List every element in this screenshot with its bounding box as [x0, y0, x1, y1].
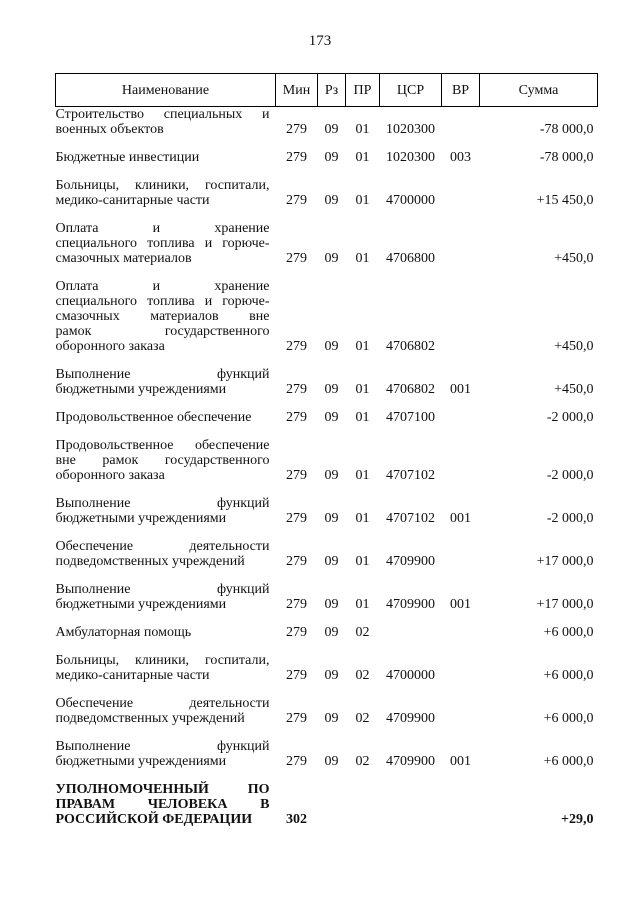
row-name [56, 438, 276, 483]
row-spacer [56, 354, 598, 367]
row-name-line: Выполнение функций [55, 582, 270, 597]
row-name [56, 696, 276, 726]
row-name [56, 496, 276, 526]
row-min: 279 [286, 193, 307, 208]
row-name-line: специального топлива и горюче- [55, 236, 270, 251]
row-name-line: Выполнение функций [55, 739, 270, 754]
row-name-line: подведомственных учреждений [55, 711, 245, 726]
row-name-line: бюджетными учреждениями [55, 382, 227, 397]
row-spacer [56, 483, 598, 496]
row-csr [380, 782, 442, 827]
budget-table-container [55, 73, 597, 827]
row-vr [442, 539, 480, 569]
row-spacer [56, 683, 598, 696]
row-vr: 001 [450, 597, 471, 612]
table-row [56, 653, 598, 683]
row-spacer-cell [56, 569, 598, 582]
row-name-line: Обеспечение деятельности [55, 539, 270, 554]
row-rz: 09 [324, 468, 339, 483]
row-name-line: специального топлива и горюче- [55, 294, 270, 309]
row-rz [318, 782, 346, 827]
row-spacer-cell [56, 640, 598, 653]
row-rz: 09 [324, 625, 339, 640]
table-row [56, 625, 598, 640]
row-vr: 001 [450, 754, 471, 769]
row-pr: 01 [355, 511, 370, 526]
row-rz: 09 [324, 754, 339, 769]
table-row [56, 496, 598, 526]
row-name-line: медико-санитарные части [55, 668, 210, 683]
row-name-line: Продовольственное обеспечение [55, 438, 270, 453]
header-name: Наименование [56, 74, 276, 107]
row-spacer-cell [56, 483, 598, 496]
row-name-line: рамок государственного [55, 324, 270, 339]
row-min: 279 [286, 511, 307, 526]
row-name [56, 782, 276, 827]
row-name-line: смазочных материалов вне [55, 309, 270, 324]
row-csr: 4709900 [386, 754, 435, 769]
row-vr [442, 221, 480, 266]
table-body [56, 107, 598, 828]
row-csr: 4706802 [386, 339, 435, 354]
row-sum: +450,0 [554, 382, 594, 397]
row-spacer-cell [56, 425, 598, 438]
row-csr: 4707102 [386, 511, 435, 526]
row-rz: 09 [324, 382, 339, 397]
row-spacer-cell [56, 208, 598, 221]
row-sum: -78 000,0 [539, 122, 594, 137]
row-spacer [56, 137, 598, 150]
row-name-line: оборонного заказа [55, 339, 165, 354]
row-name-line: РОССИЙСКОЙ ФЕДЕРАЦИИ [55, 812, 253, 827]
row-csr: 4700000 [386, 193, 435, 208]
row-name-line: вне рамок государственного [55, 453, 270, 468]
row-spacer-cell [56, 526, 598, 539]
row-rz: 09 [324, 668, 339, 683]
row-sum: +6 000,0 [543, 625, 594, 640]
budget-table [55, 73, 598, 827]
header-csr: ЦСР [380, 74, 442, 107]
row-sum: -78 000,0 [539, 150, 594, 165]
row-csr: 4709900 [386, 554, 435, 569]
table-row [56, 582, 598, 612]
row-csr: 4707102 [386, 468, 435, 483]
row-name-line: Бюджетные инвестиции [55, 150, 200, 165]
header-vr: ВР [442, 74, 480, 107]
row-name-line: медико-санитарные части [55, 193, 210, 208]
row-rz: 09 [324, 122, 339, 137]
row-name [56, 367, 276, 397]
row-rz: 09 [324, 511, 339, 526]
row-spacer-cell [56, 769, 598, 782]
table-header [56, 74, 598, 107]
row-csr: 4707100 [386, 410, 435, 425]
row-name [56, 539, 276, 569]
row-pr: 01 [355, 193, 370, 208]
row-pr: 02 [355, 754, 370, 769]
row-name-line: Выполнение функций [55, 496, 270, 511]
row-sum: +6 000,0 [543, 668, 594, 683]
row-vr [442, 107, 480, 138]
row-csr: 4700000 [386, 668, 435, 683]
row-vr [442, 696, 480, 726]
table-row [56, 410, 598, 425]
row-spacer [56, 640, 598, 653]
row-pr: 01 [355, 339, 370, 354]
row-spacer-cell [56, 726, 598, 739]
row-name-line: Амбулаторная помощь [55, 625, 192, 640]
row-min: 279 [286, 625, 307, 640]
row-sum: +450,0 [554, 339, 594, 354]
row-min: 279 [286, 597, 307, 612]
row-pr: 02 [355, 625, 370, 640]
row-vr: 003 [450, 150, 471, 165]
table-row [56, 438, 598, 483]
row-spacer-cell [56, 266, 598, 279]
row-name-line: военных объектов [55, 122, 164, 137]
row-pr: 01 [355, 597, 370, 612]
row-spacer [56, 208, 598, 221]
row-rz: 09 [324, 554, 339, 569]
page-number: 173 [308, 33, 332, 49]
row-name [56, 150, 276, 165]
row-csr: 1020300 [386, 122, 435, 137]
row-name-line: Оплата и хранение [55, 279, 270, 294]
row-name-line: Строительство специальных и [55, 107, 270, 122]
row-sum: -2 000,0 [546, 511, 594, 526]
row-csr [380, 625, 442, 640]
row-name-line: оборонного заказа [55, 468, 165, 483]
row-sum: +29,0 [561, 812, 594, 827]
table-row [56, 221, 598, 266]
row-name [56, 739, 276, 769]
row-spacer-cell [56, 165, 598, 178]
header-min: Мин [276, 74, 318, 107]
row-min: 279 [286, 711, 307, 726]
row-sum: +17 000,0 [536, 597, 594, 612]
row-min: 279 [286, 122, 307, 137]
row-rz: 09 [324, 339, 339, 354]
row-vr [442, 625, 480, 640]
row-min: 279 [286, 468, 307, 483]
table-row [56, 178, 598, 208]
row-spacer [56, 165, 598, 178]
table-row [56, 150, 598, 165]
row-spacer [56, 425, 598, 438]
row-min: 279 [286, 150, 307, 165]
row-name-line: Обеспечение деятельности [55, 696, 270, 711]
row-name-line: Выполнение функций [55, 367, 270, 382]
row-pr: 02 [355, 668, 370, 683]
row-min: 279 [286, 251, 307, 266]
row-min: 279 [286, 754, 307, 769]
row-rz: 09 [324, 711, 339, 726]
row-pr: 01 [355, 150, 370, 165]
row-spacer-cell [56, 137, 598, 150]
row-spacer-cell [56, 683, 598, 696]
row-name-line: бюджетными учреждениями [55, 511, 227, 526]
row-spacer [56, 569, 598, 582]
row-pr: 01 [355, 468, 370, 483]
row-vr [442, 178, 480, 208]
table-row [56, 696, 598, 726]
row-vr [442, 279, 480, 354]
row-rz: 09 [324, 251, 339, 266]
row-pr: 01 [355, 410, 370, 425]
row-min: 279 [286, 410, 307, 425]
row-name [56, 178, 276, 208]
row-name-line: бюджетными учреждениями [55, 597, 227, 612]
row-csr: 1020300 [386, 150, 435, 165]
row-name-line: смазочных материалов [55, 251, 192, 266]
row-name-line: бюджетными учреждениями [55, 754, 227, 769]
row-name [56, 625, 276, 640]
row-rz: 09 [324, 193, 339, 208]
row-sum: -2 000,0 [546, 468, 594, 483]
row-spacer [56, 266, 598, 279]
row-spacer [56, 769, 598, 782]
row-spacer [56, 526, 598, 539]
row-name-line: УПОЛНОМОЧЕННЫЙ ПО [55, 782, 270, 797]
row-min: 279 [286, 554, 307, 569]
row-min: 279 [286, 668, 307, 683]
row-rz: 09 [324, 597, 339, 612]
row-vr [442, 782, 480, 827]
row-spacer [56, 612, 598, 625]
row-sum: +15 450,0 [536, 193, 594, 208]
row-min: 302 [286, 812, 307, 827]
row-min: 279 [286, 339, 307, 354]
row-pr: 02 [355, 711, 370, 726]
table-row [56, 279, 598, 354]
row-name-line: ПРАВАМ ЧЕЛОВЕКА В [55, 797, 270, 812]
row-spacer [56, 397, 598, 410]
row-rz: 09 [324, 150, 339, 165]
row-name-line: Оплата и хранение [55, 221, 270, 236]
row-pr: 01 [355, 554, 370, 569]
row-vr [442, 410, 480, 425]
row-pr [346, 782, 380, 827]
row-csr: 4709900 [386, 711, 435, 726]
row-sum: +17 000,0 [536, 554, 594, 569]
row-name-line: Больницы, клиники, госпитали, [55, 178, 270, 193]
row-spacer [56, 726, 598, 739]
table-row [56, 107, 598, 138]
row-min: 279 [286, 382, 307, 397]
row-spacer-cell [56, 397, 598, 410]
row-name-line: Больницы, клиники, госпитали, [55, 653, 270, 668]
table-row [56, 539, 598, 569]
row-csr: 4706800 [386, 251, 435, 266]
table-row [56, 782, 598, 827]
header-pr: ПР [346, 74, 380, 107]
row-vr: 001 [450, 382, 471, 397]
row-pr: 01 [355, 251, 370, 266]
header-rz: Рз [318, 74, 346, 107]
row-pr: 01 [355, 382, 370, 397]
row-spacer-cell [56, 354, 598, 367]
row-name [56, 221, 276, 266]
header-sum: Сумма [480, 74, 598, 107]
row-csr: 4709900 [386, 597, 435, 612]
row-pr: 01 [355, 122, 370, 137]
row-name-line: подведомственных учреждений [55, 554, 245, 569]
row-vr [442, 653, 480, 683]
row-sum: +6 000,0 [543, 711, 594, 726]
row-spacer-cell [56, 612, 598, 625]
row-sum: +450,0 [554, 251, 594, 266]
row-name [56, 279, 276, 354]
row-sum: +6 000,0 [543, 754, 594, 769]
row-name [56, 107, 276, 138]
table-row [56, 367, 598, 397]
row-name [56, 410, 276, 425]
row-name [56, 653, 276, 683]
table-row [56, 739, 598, 769]
row-name [56, 582, 276, 612]
row-vr [442, 438, 480, 483]
row-name-line: Продовольственное обеспечение [55, 410, 252, 425]
row-rz: 09 [324, 410, 339, 425]
row-sum: -2 000,0 [546, 410, 594, 425]
row-csr: 4706802 [386, 382, 435, 397]
row-vr: 001 [450, 511, 471, 526]
